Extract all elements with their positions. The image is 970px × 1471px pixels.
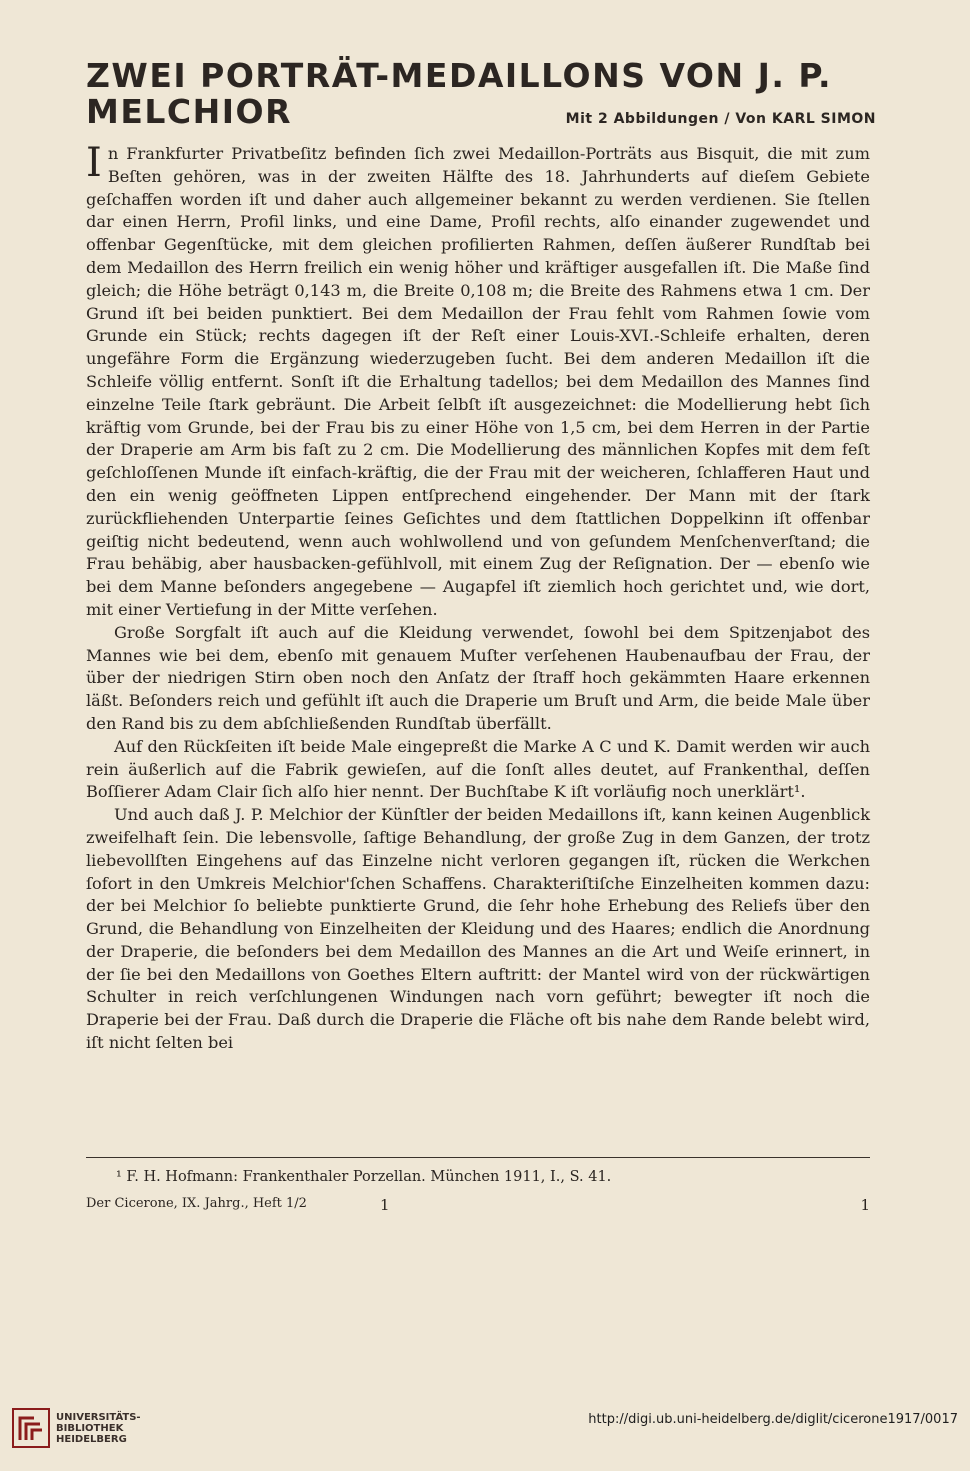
- drop-cap: I: [86, 140, 102, 186]
- title-line-1: ZWEI PORTRÄT-MEDAILLONS VON J. P.: [86, 56, 833, 95]
- paragraph-1-text: n Frankfurter Privatbeſitz befinden ſich zwei Medaillon-Porträts aus Bisquit, die mit zum Beſten gehören, was in der zweiten Hälfte des 18. Jahrhunderts auf dieſem Gebiete geſchaffen worden iſt und daher auch allgemeiner bekannt zu werden verdienen. Sie ſtellen dar einen Herrn, Profil links, und eine Dame, Profil rechts, alſo einander zugewendet und offenbar Gegenſtücke, mit dem gleichen profilierten Rahmen, deſſen äußerer Rundſtab bei dem Medaillon des Herrn freilich ein wenig höher und kräftiger ausgefallen iſt. Die Maße ſind gleich; die Höhe beträgt 0,143 m, die Breite 0,108 m; die Breite des Rahmens etwa 1 cm. Der Grund iſt bei beiden punktiert. Bei dem Medaillon der Frau fehlt vom Rahmen ſowie vom Grunde ein Stück; rechts dagegen iſt der Reſt einer Louis-XVI.-Schleife erhalten, deren ungefähre Form die Ergänzung wiederzugeben ſucht. Bei dem anderen Medaillon iſt die Schleife völlig entfernt. Sonſt iſt die Erhaltung tadellos; bei dem Medaillon des Mannes ſind einzelne Teile ſtark gebräunt. Die Arbeit ſelbſt iſt ausgezeichnet: die Modellierung hebt ſich kräftig vom Grunde, bei der Frau bis zu einer Höhe von 1,5 cm, bei dem Herren in der Partie der Draperie am Arm bis faſt zu 2 cm. Die Modellierung des männlichen Kopfes mit dem feſt geſchloſſenen Munde iſt einfach-kräftig, die der Frau mit der weicheren, ſchlafferen Haut und den ein wenig geöffneten Lippen entſprechend eingehender. Der Mann mit der ſtark zurückfliehenden Unterpartie ſeines Geſichtes und dem ſtattlichen Doppelkinn iſt offenbar geiſtig nicht bedeutend, wenn auch wohlwollend und von geſundem Menſchenverſtand; die Frau behäbig, aber hausbacken-gefühlvoll, mit einem Zug der Reſignation. Der — ebenſo wie bei dem Manne beſonders angegebene — Augapfel iſt ziemlich hoch gerichtet und, wie dort, mit einer Vertiefung in der Mitte verſehen.: [86, 144, 870, 619]
- paragraph-1: [86, 140, 870, 622]
- library-line-1: UNIVERSITÄTS-: [56, 1412, 141, 1423]
- journal-citation: Der Cicerone, IX. Jahrg., Heft 1/2: [86, 1196, 307, 1211]
- paragraph-3: Auf den Rückſeiten iſt beide Male eingepreßt die Marke A C und K. Damit werden wir auch rein äußerlich auf die Fabrik gewieſen, auf die ſonſt alles deutet, auf Frankenthal, deſſen Boſſierer Adam Clair ſich alſo hier nennt. Der Buchſtabe K iſt vorläufig noch unerklärt¹.: [86, 736, 870, 802]
- source-url-link[interactable]: http://digi.ub.uni-heidelberg.de/diglit/cicerone1917/0017: [588, 1412, 958, 1427]
- paragraph-2: Große Sorgfalt iſt auch auf die Kleidung verwendet, ſowohl bei dem Spitzenjabot des Mannes wie bei dem, ebenſo mit genauem Muſter verſehenen Haubenaufbau der Frau, der über der niedrigen Stirn oben noch den Anſatz der ſtraff hoch gekämmten Haare erkennen läßt. Beſonders reich und gefühlt iſt auch die Draperie um Bruſt und Arm, die beide Male über den Rand bis zu dem abſchließenden Rundſtab überfällt.: [86, 622, 870, 733]
- library-name: [56, 1412, 141, 1445]
- right-page-number: 1: [860, 1196, 870, 1214]
- library-line-2: BIBLIOTHEK: [56, 1423, 124, 1434]
- title-line-2: MELCHIOR: [86, 92, 292, 131]
- paragraph-4: Und auch daß J. P. Melchior der Künſtler der beiden Medaillons iſt, kann keinen Augenblick zweifelhaft ſein. Die lebensvolle, ſaftige Behandlung, der große Zug in dem Ganzen, der trotz liebevollſten Eingehens auf das Einzelne nicht verloren gegangen iſt, rücken die Werkchen ſofort in den Umkreis Melchior'ſchen Schaffens. Charakteriſtiſche Einzelheiten kommen dazu: der bei Melchior ſo beliebte punktierte Grund, die ſehr hohe Erhebung des Reliefs über den Grund, die Behandlung von Einzelheiten der Kleidung und des Haares; endlich die Anordnung der Draperie, die beſonders bei dem Medaillon des Mannes an die Art und Weiſe erinnert, in der ſie bei den Medaillons von Goethes Eltern auftritt: der Mantel wird von der rückwärtigen Schulter in reich verſchlungenen Windungen nach vorn geführt; bewegter iſt noch die Draperie bei der Frau. Daß durch die Draperie die Fläche oft bis nahe dem Rande belebt wird, iſt nicht ſelten bei: [86, 805, 870, 1053]
- library-logo[interactable]: [12, 1408, 172, 1454]
- byline: Mit 2 Abbildungen / Von KARL SIMON: [565, 111, 876, 127]
- library-logo-icon: [12, 1408, 50, 1448]
- library-line-3: HEIDELBERG: [56, 1434, 127, 1445]
- title-line-2-row: [86, 94, 876, 137]
- footnote-rule: [86, 1157, 870, 1158]
- article-title: [86, 58, 876, 137]
- footnote: ¹ F. H. Hofmann: Frankenthaler Porzellan. München 1911, I., S. 41.: [116, 1169, 612, 1185]
- article-body: [86, 140, 870, 1055]
- center-page-number: 1: [380, 1196, 390, 1214]
- page-footer: [86, 1196, 870, 1216]
